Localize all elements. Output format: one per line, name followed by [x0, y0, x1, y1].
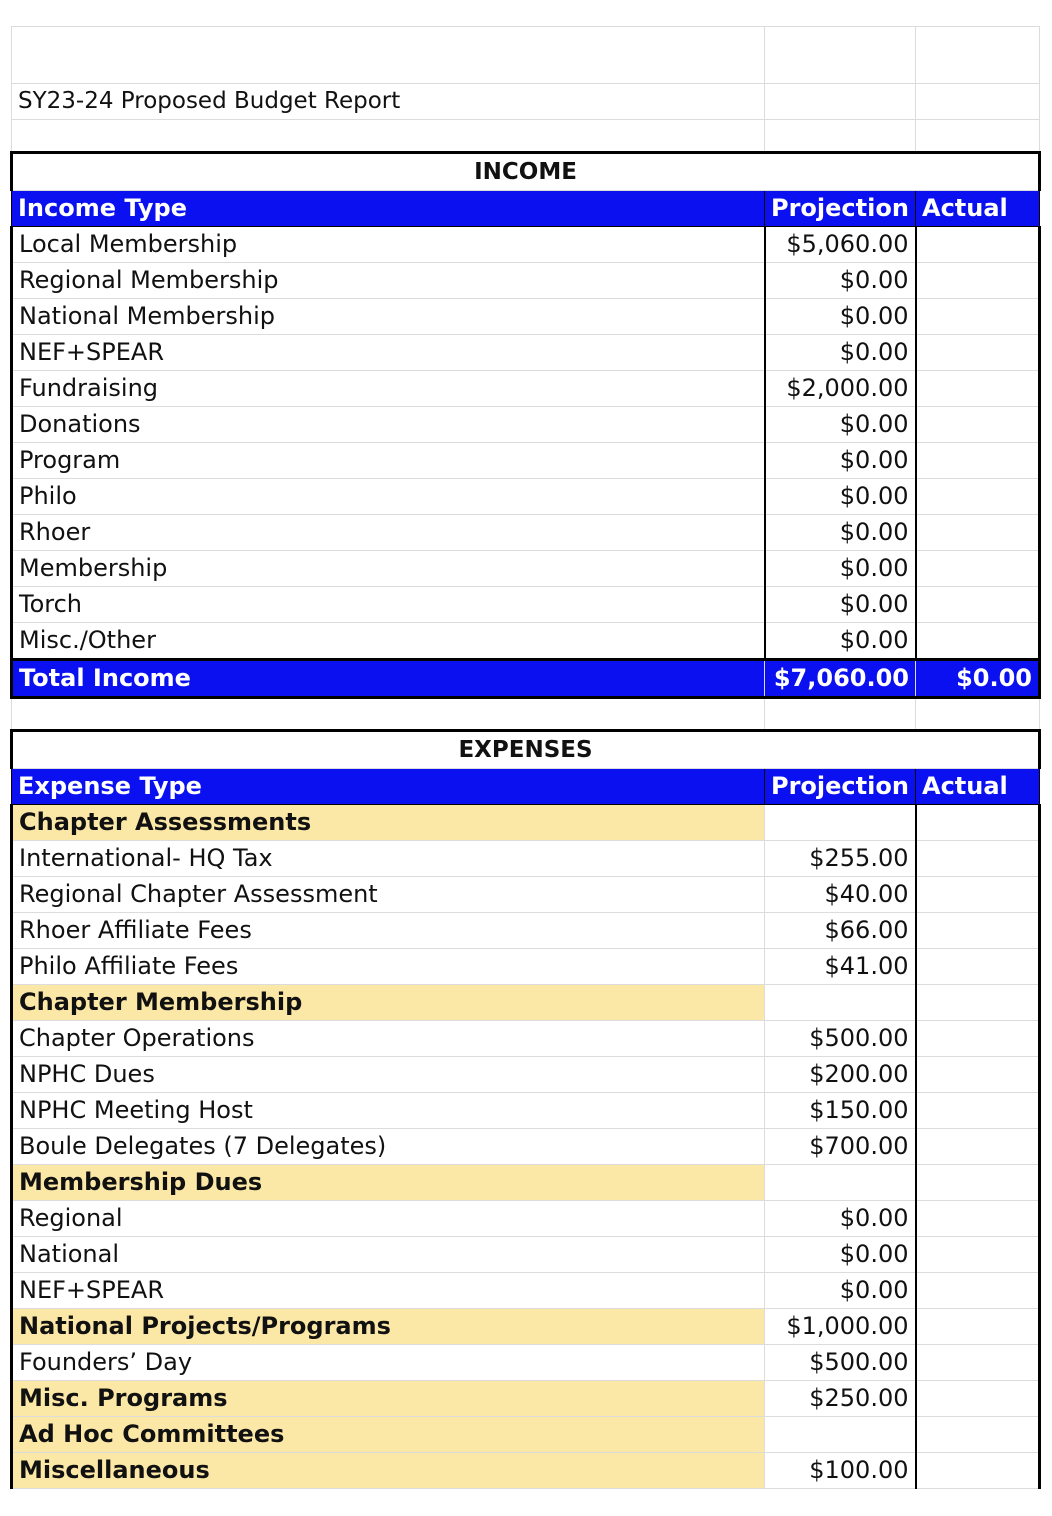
expense-projection-cell[interactable]: $500.00	[765, 1345, 916, 1381]
income-row	[12, 335, 1040, 371]
income-row	[12, 515, 1040, 551]
expense-actual-cell[interactable]	[916, 1057, 1040, 1093]
cell[interactable]	[916, 120, 1040, 153]
income-row	[12, 551, 1040, 587]
expense-row	[12, 1345, 1040, 1381]
income-projection-header[interactable]: Projection	[765, 191, 916, 227]
expense-type-cell[interactable]: Regional Chapter Assessment	[12, 877, 765, 913]
expense-actual-cell[interactable]	[916, 1309, 1040, 1345]
expense-projection-cell[interactable]: $200.00	[765, 1057, 916, 1093]
income-type-header[interactable]: Income Type	[12, 191, 765, 227]
income-actual-cell[interactable]	[916, 263, 1040, 299]
expense-actual-cell[interactable]	[916, 949, 1040, 985]
income-row	[12, 587, 1040, 623]
expense-actual-cell[interactable]	[916, 1381, 1040, 1417]
cell[interactable]	[916, 698, 1040, 731]
income-projection-cell[interactable]: $0.00	[765, 443, 916, 479]
income-type-cell[interactable]: Regional Membership	[12, 263, 765, 299]
income-projection-cell[interactable]: $2,000.00	[765, 371, 916, 407]
cell[interactable]	[12, 120, 765, 153]
expense-projection-cell[interactable]: $100.00	[765, 1453, 916, 1489]
income-projection-cell[interactable]: $0.00	[765, 479, 916, 515]
expense-projection-cell[interactable]: $150.00	[765, 1093, 916, 1129]
expense-type-cell[interactable]: International- HQ Tax	[12, 841, 765, 877]
income-actual-cell[interactable]	[916, 443, 1040, 479]
expense-type-cell[interactable]: National	[12, 1237, 765, 1273]
income-projection-cell[interactable]: $0.00	[765, 587, 916, 623]
expense-actual-cell[interactable]	[916, 1129, 1040, 1165]
income-type-cell[interactable]: Rhoer	[12, 515, 765, 551]
expense-projection-cell[interactable]	[765, 805, 916, 841]
expense-projection-cell[interactable]: $255.00	[765, 841, 916, 877]
expense-actual-cell[interactable]	[916, 985, 1040, 1021]
expense-row	[12, 949, 1040, 985]
income-column-headers	[12, 191, 1040, 227]
expenses-section-title[interactable]: EXPENSES	[12, 731, 1040, 769]
income-total-projection[interactable]: $7,060.00	[765, 660, 916, 698]
expense-type-cell[interactable]: Chapter Operations	[12, 1021, 765, 1057]
expense-actual-cell[interactable]	[916, 1453, 1040, 1489]
expense-row	[12, 913, 1040, 949]
expense-row	[12, 1237, 1040, 1273]
expense-actual-cell[interactable]	[916, 877, 1040, 913]
expense-projection-cell[interactable]: $41.00	[765, 949, 916, 985]
expense-actual-cell[interactable]	[916, 841, 1040, 877]
expense-category-row	[12, 1309, 1040, 1345]
income-type-cell[interactable]: Program	[12, 443, 765, 479]
expense-actual-cell[interactable]	[916, 1417, 1040, 1453]
income-type-cell[interactable]: Fundraising	[12, 371, 765, 407]
expense-row	[12, 877, 1040, 913]
income-type-cell[interactable]: Philo	[12, 479, 765, 515]
expense-projection-cell[interactable]: $1,000.00	[765, 1309, 916, 1345]
expense-type-cell[interactable]: Boule Delegates (7 Delegates)	[12, 1129, 765, 1165]
expense-actual-cell[interactable]	[916, 1237, 1040, 1273]
title-row	[12, 84, 1040, 120]
expense-type-cell[interactable]: NEF+SPEAR	[12, 1273, 765, 1309]
cell[interactable]	[916, 84, 1040, 120]
expense-row	[12, 1129, 1040, 1165]
expense-actual-cell[interactable]	[916, 1201, 1040, 1237]
income-actual-cell[interactable]	[916, 515, 1040, 551]
expense-category-label[interactable]: Ad Hoc Committees	[12, 1417, 765, 1453]
income-actual-cell[interactable]	[916, 371, 1040, 407]
expense-type-cell[interactable]: NPHC Meeting Host	[12, 1093, 765, 1129]
cell[interactable]	[765, 27, 916, 84]
income-type-cell[interactable]: National Membership	[12, 299, 765, 335]
cell[interactable]	[12, 698, 765, 731]
expense-category-label[interactable]: Chapter Assessments	[12, 805, 765, 841]
income-row	[12, 371, 1040, 407]
income-total-row	[12, 660, 1040, 698]
expenses-column-headers	[12, 769, 1040, 805]
expense-projection-cell[interactable]	[765, 985, 916, 1021]
expense-actual-header[interactable]: Actual	[916, 769, 1040, 805]
expense-category-row	[12, 1417, 1040, 1453]
income-row	[12, 623, 1040, 660]
income-total-actual[interactable]: $0.00	[916, 660, 1040, 698]
expense-projection-cell[interactable]	[765, 1417, 916, 1453]
expense-row	[12, 1057, 1040, 1093]
income-row	[12, 299, 1040, 335]
income-actual-cell[interactable]	[916, 299, 1040, 335]
blank-row	[12, 27, 1040, 84]
expense-type-cell[interactable]: Rhoer Affiliate Fees	[12, 913, 765, 949]
expense-projection-cell[interactable]	[765, 1165, 916, 1201]
expense-type-cell[interactable]: Founders’ Day	[12, 1345, 765, 1381]
expense-projection-cell[interactable]: $0.00	[765, 1273, 916, 1309]
income-projection-cell[interactable]: $0.00	[765, 299, 916, 335]
expense-category-label[interactable]: National Projects/Programs	[12, 1309, 765, 1345]
expense-projection-cell[interactable]: $66.00	[765, 913, 916, 949]
expense-actual-cell[interactable]	[916, 1021, 1040, 1057]
income-row	[12, 227, 1040, 263]
expense-category-row	[12, 985, 1040, 1021]
spacer-row	[12, 120, 1040, 153]
expense-projection-cell[interactable]: $40.00	[765, 877, 916, 913]
income-projection-cell[interactable]: $5,060.00	[765, 227, 916, 263]
income-projection-cell[interactable]: $0.00	[765, 407, 916, 443]
income-type-cell[interactable]: Torch	[12, 587, 765, 623]
expense-category-label[interactable]: Membership Dues	[12, 1165, 765, 1201]
income-actual-cell[interactable]	[916, 479, 1040, 515]
expense-projection-cell[interactable]: $700.00	[765, 1129, 916, 1165]
income-actual-cell[interactable]	[916, 551, 1040, 587]
expense-row	[12, 1093, 1040, 1129]
income-actual-cell[interactable]	[916, 623, 1040, 660]
expense-row	[12, 1021, 1040, 1057]
income-actual-cell[interactable]	[916, 587, 1040, 623]
income-row	[12, 263, 1040, 299]
expense-actual-cell[interactable]	[916, 1345, 1040, 1381]
income-type-cell[interactable]: Donations	[12, 407, 765, 443]
expense-projection-cell[interactable]: $500.00	[765, 1021, 916, 1057]
report-title[interactable]: SY23-24 Proposed Budget Report	[12, 84, 765, 120]
expense-projection-cell[interactable]: $0.00	[765, 1201, 916, 1237]
cell[interactable]	[765, 698, 916, 731]
income-row	[12, 407, 1040, 443]
cell[interactable]	[765, 120, 916, 153]
cell[interactable]	[916, 27, 1040, 84]
expense-category-row	[12, 1381, 1040, 1417]
income-type-cell[interactable]: Misc./Other	[12, 623, 765, 660]
expense-row	[12, 841, 1040, 877]
expense-row	[12, 1201, 1040, 1237]
income-type-cell[interactable]: Local Membership	[12, 227, 765, 263]
expense-actual-cell[interactable]	[916, 805, 1040, 841]
cell[interactable]	[765, 84, 916, 120]
income-type-cell[interactable]: NEF+SPEAR	[12, 335, 765, 371]
income-row	[12, 443, 1040, 479]
budget-spreadsheet	[10, 26, 1038, 1489]
expense-actual-cell[interactable]	[916, 1273, 1040, 1309]
expense-category-row	[12, 1453, 1040, 1489]
cell[interactable]	[12, 27, 765, 84]
income-projection-cell[interactable]: $0.00	[765, 263, 916, 299]
income-section-header	[12, 153, 1040, 191]
expense-row	[12, 1273, 1040, 1309]
expense-type-cell[interactable]: Regional	[12, 1201, 765, 1237]
income-total-label[interactable]: Total Income	[12, 660, 765, 698]
income-projection-cell[interactable]: $0.00	[765, 623, 916, 660]
expense-type-cell[interactable]: Philo Affiliate Fees	[12, 949, 765, 985]
expense-type-header[interactable]: Expense Type	[12, 769, 765, 805]
expense-projection-header[interactable]: Projection	[765, 769, 916, 805]
income-projection-cell[interactable]: $0.00	[765, 551, 916, 587]
expense-projection-cell[interactable]: $0.00	[765, 1237, 916, 1273]
income-actual-cell[interactable]	[916, 407, 1040, 443]
income-actual-cell[interactable]	[916, 335, 1040, 371]
income-actual-header[interactable]: Actual	[916, 191, 1040, 227]
income-projection-cell[interactable]: $0.00	[765, 515, 916, 551]
expense-actual-cell[interactable]	[916, 1165, 1040, 1201]
expenses-section-header	[12, 731, 1040, 769]
expense-actual-cell[interactable]	[916, 913, 1040, 949]
expense-category-label[interactable]: Miscellaneous	[12, 1453, 765, 1489]
income-section-title[interactable]: INCOME	[12, 153, 1040, 191]
expense-category-row	[12, 1165, 1040, 1201]
expense-category-label[interactable]: Misc. Programs	[12, 1381, 765, 1417]
income-row	[12, 479, 1040, 515]
income-type-cell[interactable]: Membership	[12, 551, 765, 587]
expense-category-label[interactable]: Chapter Membership	[12, 985, 765, 1021]
income-projection-cell[interactable]: $0.00	[765, 335, 916, 371]
expense-category-row	[12, 805, 1040, 841]
expense-type-cell[interactable]: NPHC Dues	[12, 1057, 765, 1093]
spacer-row	[12, 698, 1040, 731]
budget-table	[10, 26, 1041, 1489]
income-actual-cell[interactable]	[916, 227, 1040, 263]
expense-projection-cell[interactable]: $250.00	[765, 1381, 916, 1417]
expense-actual-cell[interactable]	[916, 1093, 1040, 1129]
